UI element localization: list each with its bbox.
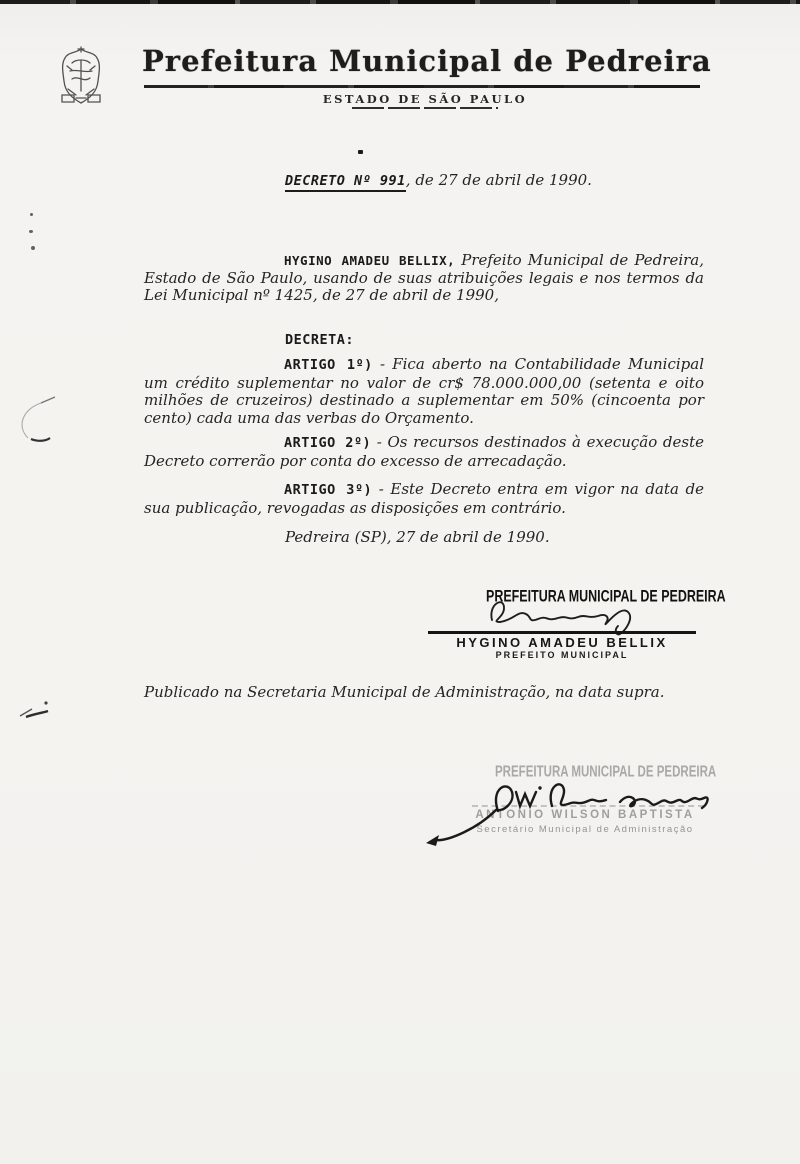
decree-preamble (144, 252, 704, 305)
margin-dot (31, 246, 35, 250)
margin-dot (30, 213, 33, 216)
ink-blot (358, 150, 363, 154)
masthead-rule (144, 85, 700, 88)
secretary-stamp-text: PREFEITURA MUNICIPAL DE PEDREIRA (495, 762, 717, 781)
municipal-coat-of-arms-icon (50, 45, 112, 109)
signature-flourish-arrowhead (426, 835, 439, 846)
subhead-rule (352, 107, 498, 109)
article-3 (144, 481, 704, 517)
mayor-typed-name: HYGINO AMADEU BELLIX (456, 635, 668, 650)
article-3-text: - Este Decreto entra em vigor na data de sua publicação, revogadas as disposições em contrário. (144, 480, 704, 517)
article-2-label: ARTIGO 2º) (284, 435, 372, 451)
preamble-text: Prefeito Municipal de Pedreira, Estado de São Paulo, usando de suas atribuições legais e nos termos da Lei Municipal nº 1425, de 27 de abril de 1990, (144, 251, 704, 304)
place-date-line: Pedreira (SP), 27 de abril de 1990. (285, 528, 550, 546)
scan-top-edge-artifact (0, 0, 800, 4)
margin-scan-mark (12, 694, 56, 728)
signature-rule (428, 631, 696, 634)
secretary-typed-role: Secretário Municipal de Administração (476, 824, 694, 835)
secretary-typed-name: ANTONIO WILSON BAPTISTA (475, 809, 695, 821)
article-1-label: ARTIGO 1º) (284, 357, 373, 373)
secretary-signature-block (420, 758, 720, 858)
mayor-typed-role: PREFEITO MUNICIPAL (495, 650, 629, 660)
page-title: Prefeitura Municipal de Pedreira (142, 44, 712, 78)
article-3-label: ARTIGO 3º) (284, 482, 373, 498)
decree-title (285, 170, 592, 190)
mayor-name-inline: HYGINO AMADEU BELLIX, (284, 253, 456, 268)
punch-hole-scan-mark (8, 390, 64, 450)
article-2 (144, 434, 704, 470)
publication-note: Publicado na Secretaria Municipal de Administração, na data supra. (144, 683, 665, 701)
secretary-signature-icon (420, 766, 720, 854)
margin-dot (29, 230, 33, 233)
article-2-text: - Os recursos destinados à execução deste Decreto correrão por conta do excesso de arrecadação. (144, 433, 704, 470)
decreta-label: DECRETA: (285, 332, 355, 348)
mayor-signature-block (428, 586, 726, 664)
mayor-stamp-text: PREFEITURA MUNICIPAL DE PEDREIRA (486, 586, 726, 606)
article-1 (144, 356, 704, 427)
article-1-text: - Fica aberto na Contabilidade Municipal um crédito suplementar no valor de cr$ 78.000.000,00 (setenta e oito milhões de cruzeiros) destinado a suplementar em 50% (cincoenta por cento) cada uma das verbas do Orçamento. (144, 355, 705, 427)
page-subtitle: ESTADO DE SÃO PAULO (322, 92, 528, 106)
decree-date: , de 27 de abril de 1990. (405, 171, 592, 189)
decree-number: DECRETO Nº 991 (285, 173, 406, 192)
